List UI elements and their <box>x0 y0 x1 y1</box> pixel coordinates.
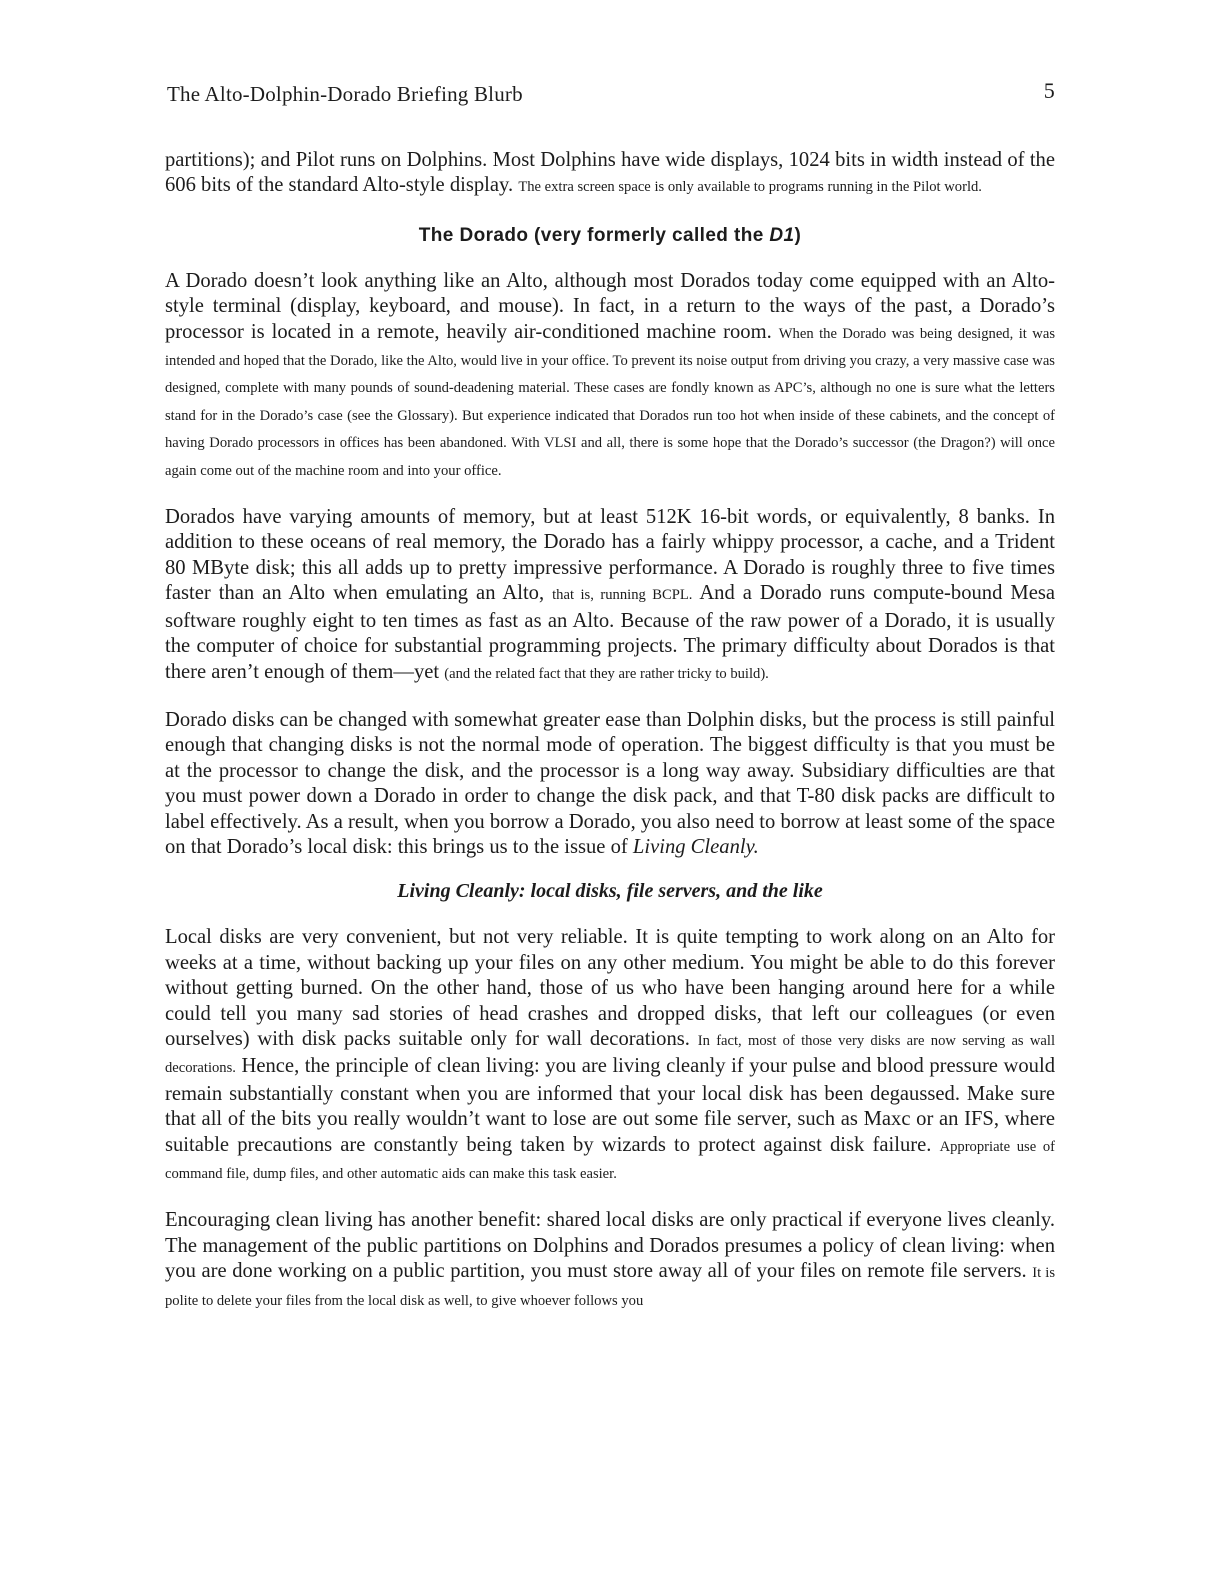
heading-italic: D1 <box>769 224 795 246</box>
section-heading-dorado <box>165 225 1055 247</box>
paragraph-dorado-intro <box>165 269 1055 484</box>
paragraph-aside: that is, running BCPL. <box>552 587 693 604</box>
paragraph-aside: Appropriate use of command file, dump files, and other automatic aids can make this task easier. <box>165 1138 1055 1182</box>
paragraph-aside: It is polite to delete your files from the local disk as well, to give whoever follows you <box>165 1265 1055 1309</box>
paragraph-clean-living <box>165 1208 1055 1314</box>
paragraph-italic: Living Cleanly. <box>632 835 759 858</box>
heading-text: The Dorado (very formerly called the <box>418 224 770 246</box>
paragraph-local-disks <box>165 925 1055 1187</box>
running-header <box>165 78 1055 112</box>
paragraph-text: Hence, the principle of clean living: you are living cleanly if your pulse and blood pressure would remain substantially constant when you are informed that your local disk has been degaussed. Make sure that all of the bits you really wouldn’t want to lose are out some file server, such as Maxc or an IFS, where suitable precautions are constantly being taken by wizards to protect against disk failure. <box>165 1055 1055 1156</box>
paragraph-text: Local disks are very convenient, but not very reliable. It is quite tempting to work along on an Alto for weeks at a time, without backing up your files on any other medium. You might be able to do this forever without getting burned. On the other hand, those of us who have been hanging around here for a while could tell you many sad stories of head crashes and dropped disks, that left our colleagues (or even ourselves) with disk packs suitable only for wall decorations. <box>165 926 1055 1050</box>
paragraph-aside: The extra screen space is only available to programs running in the Pilot world. <box>518 179 982 196</box>
subsection-heading-living-cleanly: Living Cleanly: local disks, file servers, and the like <box>397 880 823 903</box>
heading-suffix: ) <box>794 224 802 246</box>
paragraph-text: A Dorado doesn’t look anything like an Alto, although most Dorados today come equipped with an Alto-style terminal (display, keyboard, and mouse). In fact, in a return to the ways of the past, a Dorado’s processor is located in a remote, heavily air-conditioned machine room. <box>165 269 1055 343</box>
paragraph-aside: When the Dorado was being designed, it was intended and hoped that the Dorado, like the Alto, would live in your office. To prevent its noise output from driving you crazy, a very massive case was designed, complete with many pounds of sound-deadening material. These cases are fondly known as APC’s, although no one is sure what the letters stand for in the Dorado’s case (see the Glossary). But experience indicated that Dorados run too hot when inside of these cabinets, and the concept of having Dorado processors in offices has been abandoned. With VLSI and all, there is some hope that the Dorado’s successor (the Dragon?) will once again come out of the machine room and into your office. <box>165 325 1055 479</box>
paragraph-text: partitions); and Pilot runs on Dolphins. Most Dolphins have wide displays, 1024 bits in width instead of the 606 bits of the standard Alto-style display. <box>165 149 1055 197</box>
document-page <box>165 78 1055 1314</box>
paragraph-aside: In fact, most of those very disks are now serving as wall decorations. <box>165 1032 1056 1077</box>
paragraph-dorado-memory <box>165 505 1055 687</box>
paragraph-dolphin-displays <box>165 148 1055 201</box>
paragraph-aside: (and the related fact that they are rather tricky to build). <box>444 665 769 682</box>
paragraph-text: Dorado disks can be changed with somewhat greater ease than Dolphin disks, but the process is still painful enough that changing disks is not the normal mode of operation. The biggest difficulty is that you must be at the processor to change the disk, and the processor is a long way away. Subsidiary difficulties are that you must power down a Dorado in order to change the disk pack, and that T-80 disk packs are difficult to label effectively. As a result, when you borrow a Dorado, you also need to borrow at least some of the space on that Dorado’s local disk: this brings us to the issue of <box>165 708 1055 858</box>
paragraph-text: Encouraging clean living has another benefit: shared local disks are only practical if everyone lives cleanly. The management of the public partitions on Dolphins and Dorados presumes a policy of clean living: when you are done working on a public partition, you must store away all of your files on remote file servers. <box>165 1209 1055 1283</box>
paragraph-text: Dorados have varying amounts of memory, but at least 512K 16-bit words, or equivalently, 8 banks. In addition to these oceans of real memory, the Dorado has a fairly whippy processor, a cache, and a Trident 80 MByte disk; this all adds up to pretty impressive performance. A Dorado is roughly three to five times faster than an Alto when emulating an Alto, <box>165 506 1055 605</box>
document-title: The Alto-Dolphin-Dorado Briefing Blurb <box>167 82 523 106</box>
paragraph-text: And a Dorado runs compute-bound Mesa software roughly eight to ten times as fast as an Alto. Because of the raw power of a Dorado, it is usually the computer of choice for substantial programming projects. The primary difficulty about Dorados is that there aren’t enough of them—yet <box>165 582 1055 683</box>
page-number: 5 <box>1043 78 1055 103</box>
paragraph-dorado-disks <box>165 708 1055 860</box>
